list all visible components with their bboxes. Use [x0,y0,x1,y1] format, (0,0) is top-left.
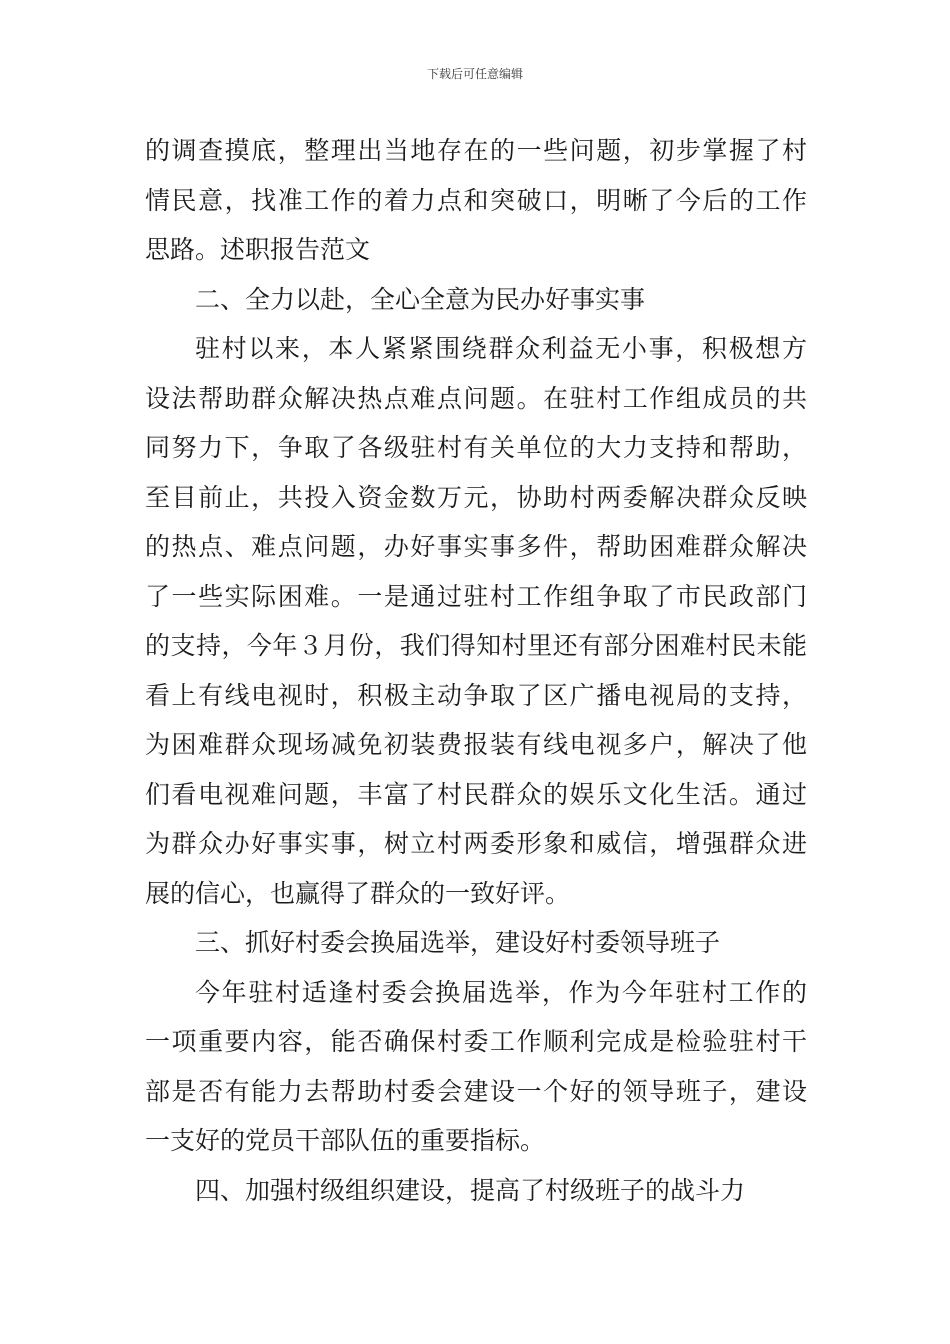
text-line: 为群众办好事实事，树立村两委形象和威信，增强群众进 [145,829,807,858]
paragraph [145,324,807,918]
paragraph [145,126,807,275]
text-line: 的调查摸底，整理出当地存在的一些问题，初步掌握了村 [145,136,807,165]
text-line: 为困难群众现场减免初装费报装有线电视多户，解决了他 [145,730,807,759]
text-line: 一项重要内容，能否确保村委工作顺利完成是检验驻村干 [145,1027,807,1056]
document-body [145,126,807,1215]
text-line: 情民意，找准工作的着力点和突破口，明晰了今后的工作 [145,185,807,215]
text-line: 思路。述职报告范文 [145,235,371,264]
text-line: 驻村以来，本人紧紧围绕群众利益无小事，积极想方 [195,334,807,363]
text-line: 今年驻村适逢村委会换届选举，作为今年驻村工作的 [195,977,807,1007]
text-line: 同努力下，争取了各级驻村有关单位的大力支持和帮助， [145,433,807,462]
text-line: 的支持，今年３月份，我们得知村里还有部分困难村民未能 [145,631,807,660]
section-heading [145,918,807,968]
text-line: 的热点、难点问题，办好事实事多件，帮助困难群众解决 [145,532,807,561]
section-heading [145,275,807,325]
page-header: 下载后可任意编辑 [426,67,523,81]
text-line: 们看电视难问题，丰富了村民群众的娱乐文化生活。通过 [145,779,807,809]
section-heading-text: 四、加强村级组织建设，提高了村级班子的战斗力 [195,1175,746,1205]
section-heading-text: 三、抓好村委会换届选举，建设好村委领导班子 [195,928,721,957]
section-heading [145,1166,807,1216]
section-heading-text: 二、全力以赴，全心全意为民办好事实事 [195,284,646,314]
text-line: 了一些实际困难。一是通过驻村工作组争取了市民政部门 [145,581,807,611]
text-line: 一支好的党员干部队伍的重要指标。 [145,1126,546,1155]
text-line: 部是否有能力去帮助村委会建设一个好的领导班子，建设 [145,1076,807,1106]
text-line: 看上有线电视时，积极主动争取了区广播电视局的支持， [145,680,807,710]
text-line: 展的信心，也赢得了群众的一致好评。 [145,878,571,908]
text-line: 至目前止，共投入资金数万元，协助村两委解决群众反映 [145,482,807,512]
text-line: 设法帮助群众解决热点难点问题。在驻村工作组成员的共 [145,383,807,413]
paragraph [145,968,807,1166]
